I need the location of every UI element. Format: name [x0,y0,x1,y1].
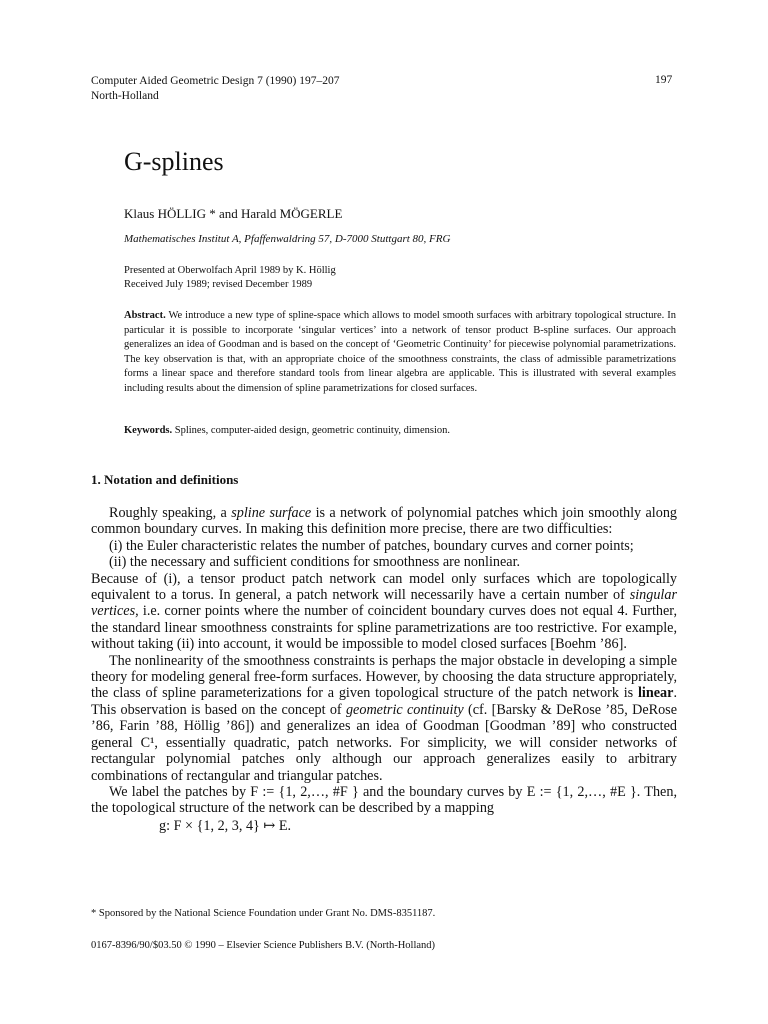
presented-line: Presented at Oberwolfach April 1989 by K. Höllig [124,265,336,276]
abstract-text: We introduce a new type of spline-space which allows to model smooth surfaces with arbitrary topological structure. In particular it is possible to incorporate ‘singular vertices’ into a network of tensor product B-spline surfaces. Our approach generalizes an idea of Goodman and is based on the concept of ‘Geometric Continuity’ for piecewise polynomial parametrizations. The key observation is that, with an appropriate choice of the smoothness constraints, the class of admissible parametrizations forms a linear space and therefore standard tools from linear algebra are applicable. This is illustrated with several examples including results about the dimension of spline parametrizations for closed surfaces. [124,310,677,394]
text-run: Because of (i), a tensor product patch network can model only surfaces which are topologically equivalent to a torus. In general, a patch network will necessarily have a certain number of [91,570,677,604]
strong: linear [637,685,674,702]
journal-citation [91,74,340,104]
list-item-2: (ii) the necessary and sufficient conditions for smoothness are nonlinear. [109,554,521,571]
copyright-line: 0167-8396/90/$03.50 © 1990 – Elsevier Science Publishers B.V. (North-Holland) [91,940,436,951]
text-run: Roughly speaking, a [109,505,232,521]
text-run: , i.e. corner points where the number of coincident boundary curves does not equal 4. Further, the standard linear smoothness constraints for spline parametrizations are too restrictive. For example, without taking (ii) into account, it would be impossible to model closed surfaces [Boehm ’86]. [91,603,677,653]
footnote: * Sponsored by the National Science Foundation under Grant No. DMS-8351187. [91,908,436,919]
paragraph-3 [91,653,677,784]
page-number: 197 [655,74,673,86]
emphasis: geometric continuity [345,701,464,718]
text-run: The nonlinearity of the smoothness constraints is perhaps the major obstacle in developing a simple theory for modeling general free-form surfaces. However, by choosing the data structure appropriately, the class of spline parameterizations for a given topological structure of the patch network is [91,652,677,702]
emphasis: spline surface [231,505,312,521]
text-run: (cf. [Barsky & DeRose ’85, DeRose ’86, Farin ’88, Höllig ’86]) and generalizes an idea of Goodman [Goodman ’89] who constructed general C¹, essentially quadratic, patch networks. For simplicity, we will consider networks of rectangular polynomial patches only although our approach generalizes easily to arbitrary combinations of rectangular and triangular patches. [91,701,677,784]
journal-line-2: North-Holland [91,90,159,102]
keywords-label: Keywords. [124,425,173,436]
journal-line-1: Computer Aided Geometric Design 7 (1990) 197–207 [91,75,340,87]
section-heading: 1. Notation and definitions [91,472,239,487]
abstract [124,309,676,397]
received-line: Received July 1989; revised December 1989 [124,279,313,290]
mapping-formula: g: F × {1, 2, 3, 4} ↦ E. [159,817,292,834]
author-affiliation: Mathematisches Institut A, Pfaffenwaldring 57, D-7000 Stuttgart 80, FRG [124,233,451,245]
paper-title: G-splines [124,147,224,176]
text-run: is a network of polynomial patches which join smoothly along common boundary curves. In making this definition more precise, there are two difficulties: [91,505,678,538]
text-run: . This observation is based on the concept of [91,685,677,718]
keywords [124,425,676,436]
paragraph-2 [91,571,677,653]
author-list: Klaus HÖLLIG * and Harald MÖGERLE [124,206,343,221]
keywords-text: Splines, computer-aided design, geometric continuity, dimension. [174,425,451,436]
paragraph-1 [91,505,677,538]
emphasis: singular vertices [91,587,677,620]
body-text [91,505,677,834]
list-item-1: (i) the Euler characteristic relates the number of patches, boundary curves and corner points; [109,537,634,554]
submission-dates [124,264,336,292]
abstract-label: Abstract. [124,310,166,321]
paragraph-4: We label the patches by F := {1, 2,…, #F } and the boundary curves by E := {1, 2,…, #E }. Then, the topological structure of the network can be described by a mapping [91,783,677,817]
